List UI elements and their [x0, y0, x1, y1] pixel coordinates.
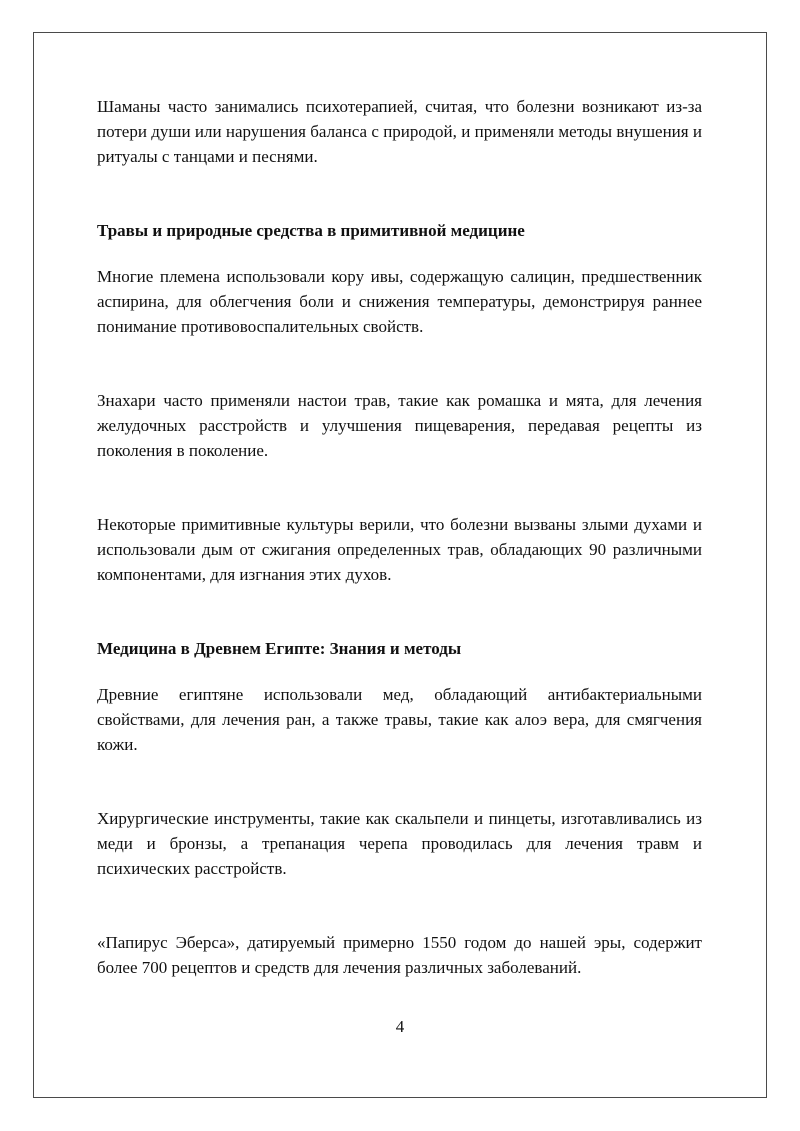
section-heading-herbs: Травы и природные средства в примитивной медицине [97, 221, 525, 240]
paragraph-evil-spirits: Некоторые примитивные культуры верили, что болезни вызваны злыми духами и использовали дым от сжигания определенных трав, обладающих 90 различными компонентами, для изгнания этих духов. [97, 515, 702, 584]
paragraph-honey: Древние египтяне использовали мед, обладающий антибактериальными свойствами, для лечения ран, а также травы, такие как алоэ вера, для смягчения кожи. [97, 685, 702, 754]
section-heading-egypt: Медицина в Древнем Египте: Знания и методы [97, 639, 462, 658]
paragraph-herbal-infusions: Знахари часто применяли настои трав, такие как ромашка и мята, для лечения желудочных расстройств и улучшения пищеварения, передавая рецепты из поколения в поколение. [97, 391, 702, 460]
paragraph-willow-bark: Многие племена использовали кору ивы, содержащую салицин, предшественник аспирина, для облегчения боли и снижения температуры, демонстрируя раннее понимание противовоспалительных свойств. [97, 267, 702, 336]
page-number: 4 [395, 1017, 405, 1036]
paragraph-surgical-instruments: Хирургические инструменты, такие как скальпели и пинцеты, изготавливались из меди и бронзы, а трепанация черепа проводилась для лечения травм и психических расстройств. [97, 809, 702, 878]
paragraph-shamans: Шаманы часто занимались психотерапией, считая, что болезни возникают из-за потери души или нарушения баланса с природой, и применяли методы внушения и ритуалы с танцами и песнями. [97, 97, 702, 166]
paragraph-ebers-papyrus: «Папирус Эберса», датируемый примерно 1550 годом до нашей эры, содержит более 700 рецептов и средств для лечения различных заболеваний. [97, 933, 702, 977]
document-body [97, 94, 702, 980]
